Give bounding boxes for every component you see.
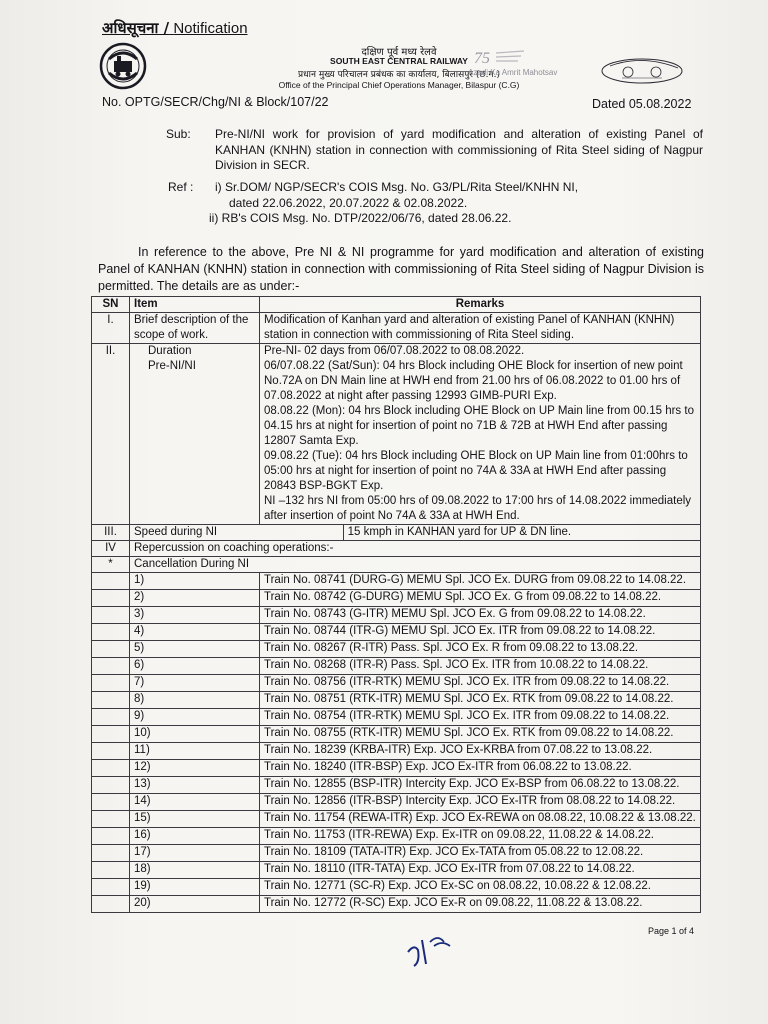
row-sn (92, 658, 130, 675)
row-sn: III. (92, 525, 130, 541)
duration-line: 06/07.08.22 (Sat/Sun): 04 hrs Block including OHE Block for insertion of new point No.72A on DN Main line at HWH end from 21.00 hrs of 06.08.2022 to 01.00 hrs of 07.08.2022 at night after passing 12993 GIMB-PURI Exp. (264, 360, 683, 402)
svg-text:75: 75 (474, 50, 490, 67)
table-row (92, 879, 701, 896)
duration-label: Duration (148, 345, 192, 357)
row-sn (92, 590, 130, 607)
intro-paragraph: In reference to the above, Pre NI & NI programme for yard modification and alteration of existing Panel of KANHAN (KNHN) station in connection with commissioning of Rita Steel siding of Nagpur Division is permitted. The details are as under:- (98, 245, 704, 293)
row-sn (92, 692, 130, 709)
train-number: 10) (130, 726, 260, 743)
train-cancellation-text: Train No. 08742 (G-DURG) MEMU Spl. JCO Ex. G from 09.08.22 to 14.08.22. (260, 590, 701, 607)
train-cancellation-text: Train No. 08754 (ITR-RTK) MEMU Spl. JCO Ex. ITR from 09.08.22 to 14.08.22. (260, 709, 701, 726)
train-cancellation-text: Train No. 12855 (BSP-ITR) Intercity Exp. JCO Ex-BSP from 06.08.22 to 13.08.22. (260, 777, 701, 794)
table-row (92, 777, 701, 794)
train-cancellation-text: Train No. 18109 (TATA-ITR) Exp. JCO Ex-TATA from 05.08.22 to 12.08.22. (260, 845, 701, 862)
train-cancellation-text: Train No. 08744 (ITR-G) MEMU Spl. JCO Ex. ITR from 09.08.22 to 14.08.22. (260, 624, 701, 641)
row-remarks (260, 344, 701, 525)
table-row (92, 675, 701, 692)
row-sn (92, 811, 130, 828)
table-row (92, 811, 701, 828)
table-row (92, 794, 701, 811)
row-sn (92, 573, 130, 590)
train-number: 12) (130, 760, 260, 777)
train-cancellation-text: Train No. 08268 (ITR-R) Pass. Spl. JCO Ex. ITR from 10.08.22 to 14.08.22. (260, 658, 701, 675)
train-cancellation-text: Train No. 12856 (ITR-BSP) Intercity Exp. JCO Ex-ITR from 08.08.22 to 14.08.22. (260, 794, 701, 811)
table-row (92, 525, 701, 541)
duration-line: Pre-NI- 02 days from 06/07.08.2022 to 08.08.2022. (264, 345, 525, 357)
train-cancellation-text: Train No. 08267 (R-ITR) Pass. Spl. JCO Ex. R from 09.08.22 to 13.08.22. (260, 641, 701, 658)
table-row (92, 641, 701, 658)
table-row (92, 828, 701, 845)
letter-reference-number: No. OPTG/SECR/Chg/NI & Block/107/22 (102, 95, 329, 109)
train-number: 2) (130, 590, 260, 607)
train-number: 17) (130, 845, 260, 862)
column-header-item: Item (130, 297, 260, 313)
row-item: Speed during NI (130, 525, 344, 541)
table-row (92, 590, 701, 607)
g20-logo-icon (598, 56, 686, 86)
subject-label: Sub: (166, 127, 191, 141)
row-item (130, 344, 260, 525)
row-sn (92, 743, 130, 760)
train-cancellation-text: Train No. 08755 (RTK-ITR) MEMU Spl. JCO Ex. RTK from 09.08.22 to 14.08.22. (260, 726, 701, 743)
train-cancellation-text: Train No. 12772 (R-SC) Exp. JCO Ex-R on 09.08.22, 11.08.22 & 13.08.22. (260, 896, 701, 913)
letter-date: Dated 05.08.2022 (592, 97, 692, 111)
row-sn: IV (92, 541, 130, 557)
row-sn (92, 896, 130, 913)
reference-list (209, 180, 579, 227)
table-row (92, 709, 701, 726)
organization-name-hindi: दक्षिण पूर्व मध्य रेलवे (361, 47, 437, 58)
train-cancellation-text: Train No. 11754 (REWA-ITR) Exp. JCO Ex-REWA on 08.08.22, 10.08.22 & 13.08.22. (260, 811, 701, 828)
train-cancellation-text: Train No. 08741 (DURG-G) MEMU Spl. JCO Ex. DURG from 09.08.22 to 14.08.22. (260, 573, 701, 590)
train-number: 7) (130, 675, 260, 692)
table-row (92, 658, 701, 675)
table-row (92, 692, 701, 709)
train-cancellation-text: Train No. 18240 (ITR-BSP) Exp. JCO Ex-ITR from 06.08.22 to 13.08.22. (260, 760, 701, 777)
reference-item-1-date: dated 22.06.2022, 20.07.2022 & 02.08.2022. (229, 195, 468, 210)
row-sn: * (92, 557, 130, 573)
train-number: 1) (130, 573, 260, 590)
heading-hindi: अधिसूचना / (102, 19, 170, 37)
pre-ni-label: Pre-NI/NI (148, 360, 196, 372)
train-number: 11) (130, 743, 260, 760)
row-section-title: Cancellation During NI (130, 557, 701, 573)
row-sn (92, 675, 130, 692)
train-number: 19) (130, 879, 260, 896)
table-row (92, 862, 701, 879)
row-sn (92, 828, 130, 845)
duration-line: 08.08.22 (Mon): 04 hrs Block including OHE Block on UP Main line from 00.15 hrs to 04.15 hrs at night for insertion of point no 71B & 72B at HWH End after passing 12807 Samta Exp. (264, 405, 694, 447)
train-number: 20) (130, 896, 260, 913)
row-sn: I. (92, 313, 130, 344)
office-name-hindi: प्रधान मुख्य परिचालन प्रबंधक का कार्यालय, बिलासपुर (छ.ग.) (298, 70, 500, 80)
signature-mark (400, 930, 470, 970)
train-number: 18) (130, 862, 260, 879)
table-row (92, 607, 701, 624)
duration-line: 09.08.22 (Tue): 04 hrs Block including OHE Block on UP Main line from 01:00hrs to 05:00 hrs at night for insertion of point no 74A & 33A at HWH End after passing 20843 BSP-BGKT Exp. (264, 450, 688, 492)
row-sn (92, 624, 130, 641)
row-sn (92, 709, 130, 726)
heading-english: Notification (173, 20, 248, 37)
train-number: 9) (130, 709, 260, 726)
table-row (92, 557, 701, 573)
train-cancellation-text: Train No. 08743 (G-ITR) MEMU Spl. JCO Ex. G from 09.08.22 to 14.08.22. (260, 607, 701, 624)
train-cancellation-text: Train No. 11753 (ITR-REWA) Exp. Ex-ITR on 09.08.22, 11.08.22 & 14.08.22. (260, 828, 701, 845)
table-header-row (92, 297, 701, 313)
reference-label: Ref : (168, 180, 194, 194)
column-header-remarks: Remarks (260, 297, 701, 313)
table-row (92, 541, 701, 557)
train-number: 14) (130, 794, 260, 811)
reference-item-2: ii) RB's COIS Msg. No. DTP/2022/06/76, dated 28.06.22. (209, 211, 512, 225)
train-number: 8) (130, 692, 260, 709)
table-row (92, 313, 701, 344)
train-cancellation-text: Train No. 18239 (KRBA-ITR) Exp. JCO Ex-KRBA from 07.08.22 to 13.08.22. (260, 743, 701, 760)
table-row (92, 726, 701, 743)
table-row (92, 760, 701, 777)
train-cancellation-text: Train No. 12771 (SC-R) Exp. JCO Ex-SC on 08.08.22, 10.08.22 & 12.08.22. (260, 879, 701, 896)
table-row (92, 624, 701, 641)
table-row (92, 344, 701, 525)
row-sn (92, 760, 130, 777)
row-item: Brief description of the scope of work. (130, 313, 260, 344)
train-cancellation-text: Train No. 08756 (ITR-RTK) MEMU Spl. JCO Ex. ITR from 09.08.22 to 14.08.22. (260, 675, 701, 692)
azadi-text: Azadi Ka Amrit Mahotsav (468, 68, 558, 77)
row-sn (92, 777, 130, 794)
row-remarks: Modification of Kanhan yard and alteration of existing Panel of KANHAN (KNHN) station in connection with commissioning of Rita Steel siding. (260, 313, 701, 344)
reference-item-1: i) Sr.DOM/ NGP/SECR's COIS Msg. No. G3/PL/Rita Steel/KNHN NI, (215, 180, 579, 194)
train-number: 3) (130, 607, 260, 624)
train-cancellation-text: Train No. 08751 (RTK-ITR) MEMU Spl. JCO Ex. RTK from 09.08.22 to 14.08.22. (260, 692, 701, 709)
row-sn (92, 845, 130, 862)
train-number: 6) (130, 658, 260, 675)
train-number: 16) (130, 828, 260, 845)
row-sn (92, 879, 130, 896)
duration-line: NI –132 hrs NI from 05:00 hrs of 09.08.2022 to 17:00 hrs of 14.08.2022 immediately after insertion of point No 74A & 33A at HWH End. (264, 495, 692, 522)
row-sn (92, 794, 130, 811)
ni-details-table (91, 296, 701, 913)
table-row (92, 896, 701, 913)
row-sn (92, 607, 130, 624)
row-section-title: Repercussion on coaching operations:- (130, 541, 701, 557)
row-sn (92, 641, 130, 658)
office-name: Office of the Principal Chief Operations Manager, Bilaspur (C.G) (278, 80, 520, 90)
cancelled-trains-list (92, 573, 701, 913)
subject-text: Pre-NI/NI work for provision of yard modification and alteration of existing Panel of KANHAN (KNHN) station in connection with commissioning of Rita Steel siding of Nagpur Division in SECR. (215, 127, 703, 172)
train-cancellation-text: Train No. 18110 (ITR-TATA) Exp. JCO Ex-ITR from 07.08.22 to 14.08.22. (260, 862, 701, 879)
table-row (92, 845, 701, 862)
train-number: 15) (130, 811, 260, 828)
organization-name: SOUTH EAST CENTRAL RAILWAY (330, 56, 468, 66)
page-number: Page 1 of 4 (648, 926, 695, 936)
notification-heading (102, 18, 248, 38)
row-sn: II. (92, 344, 130, 525)
table-row (92, 573, 701, 590)
table-row (92, 743, 701, 760)
train-number: 5) (130, 641, 260, 658)
train-number: 4) (130, 624, 260, 641)
column-header-sn: SN (92, 297, 130, 313)
azadi-ka-amrit-mahotsav-logo (466, 47, 558, 87)
row-remarks: 15 kmph in KANHAN yard for UP & DN line. (343, 525, 700, 541)
row-sn (92, 726, 130, 743)
row-sn (92, 862, 130, 879)
train-number: 13) (130, 777, 260, 794)
